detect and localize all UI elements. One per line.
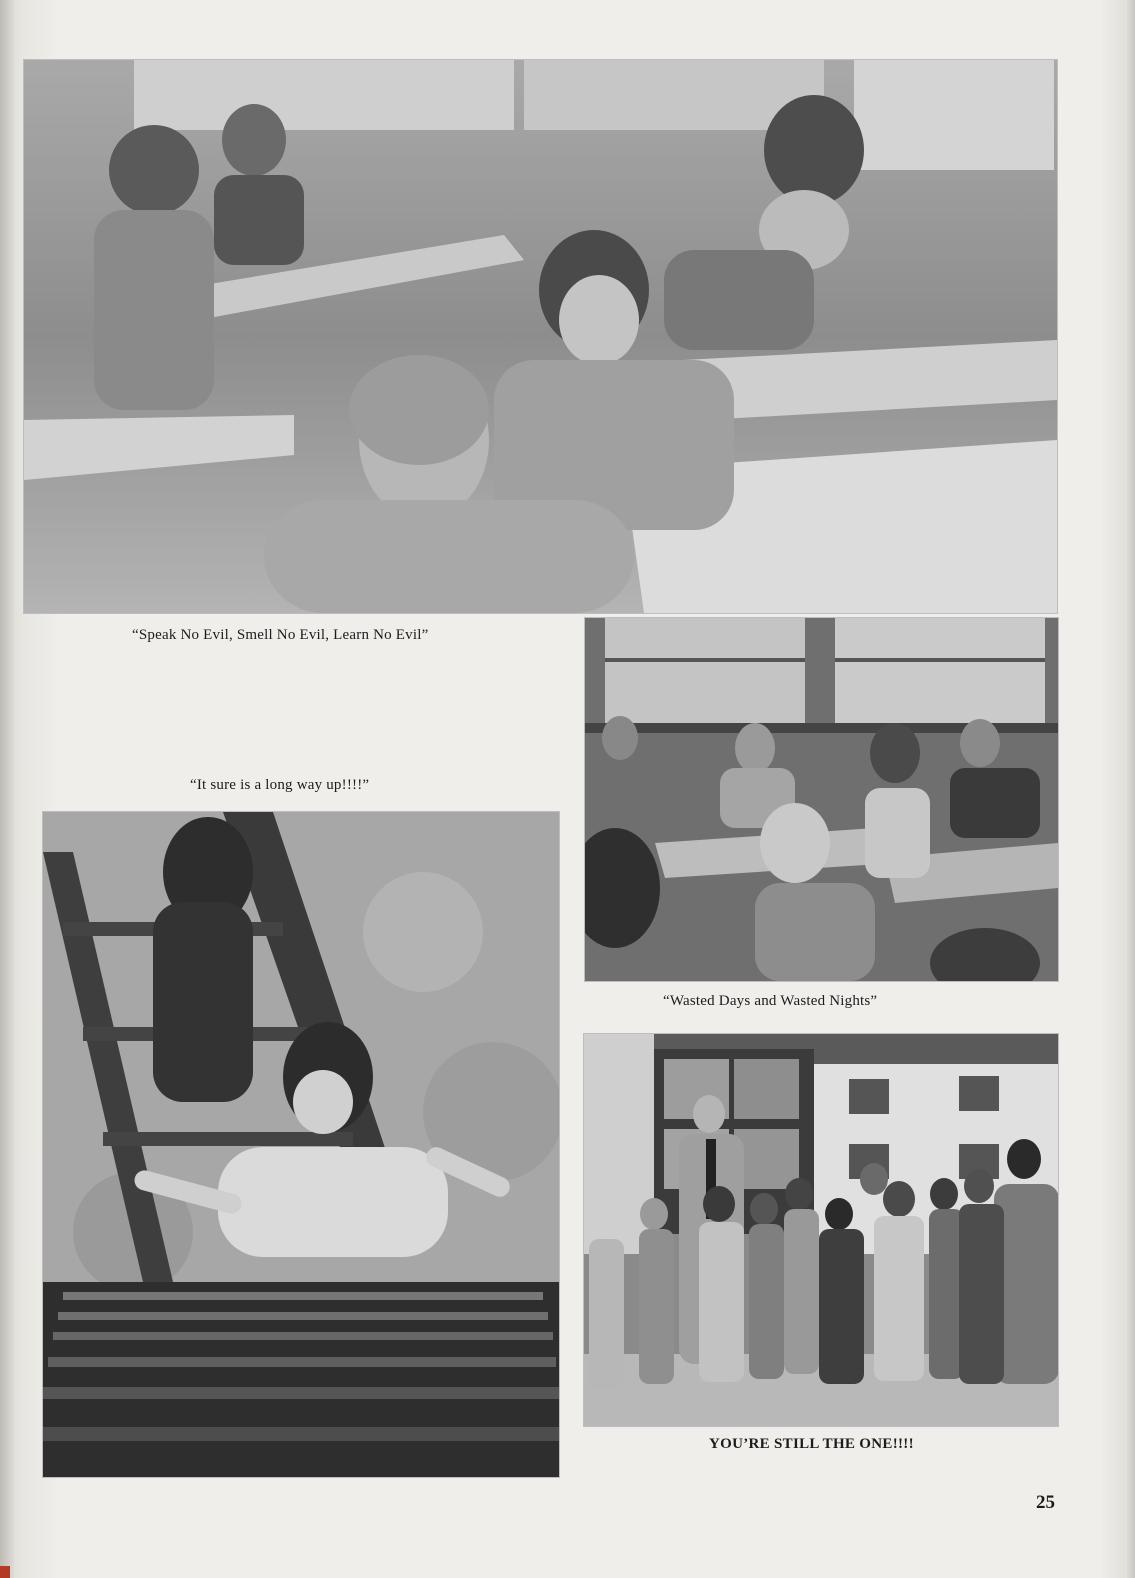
group-photo (583, 1033, 1059, 1427)
caption-still-the-one: YOU’RE STILL THE ONE!!!! (709, 1436, 914, 1452)
caption-long-way-up: “It sure is a long way up!!!!” (190, 777, 370, 793)
classroom-photo-top (23, 59, 1058, 614)
caption-speak-no-evil: “Speak No Evil, Smell No Evil, Learn No Evil” (132, 627, 429, 643)
ladder-photo (42, 811, 560, 1478)
page-number: 25 (1036, 1492, 1055, 1513)
page-binding-right (1125, 0, 1135, 1578)
corner-mark (0, 1566, 10, 1578)
page-binding-left (0, 0, 14, 1578)
classroom-photo-wasted-days (584, 617, 1059, 982)
caption-wasted-days: “Wasted Days and Wasted Nights” (663, 993, 878, 1009)
